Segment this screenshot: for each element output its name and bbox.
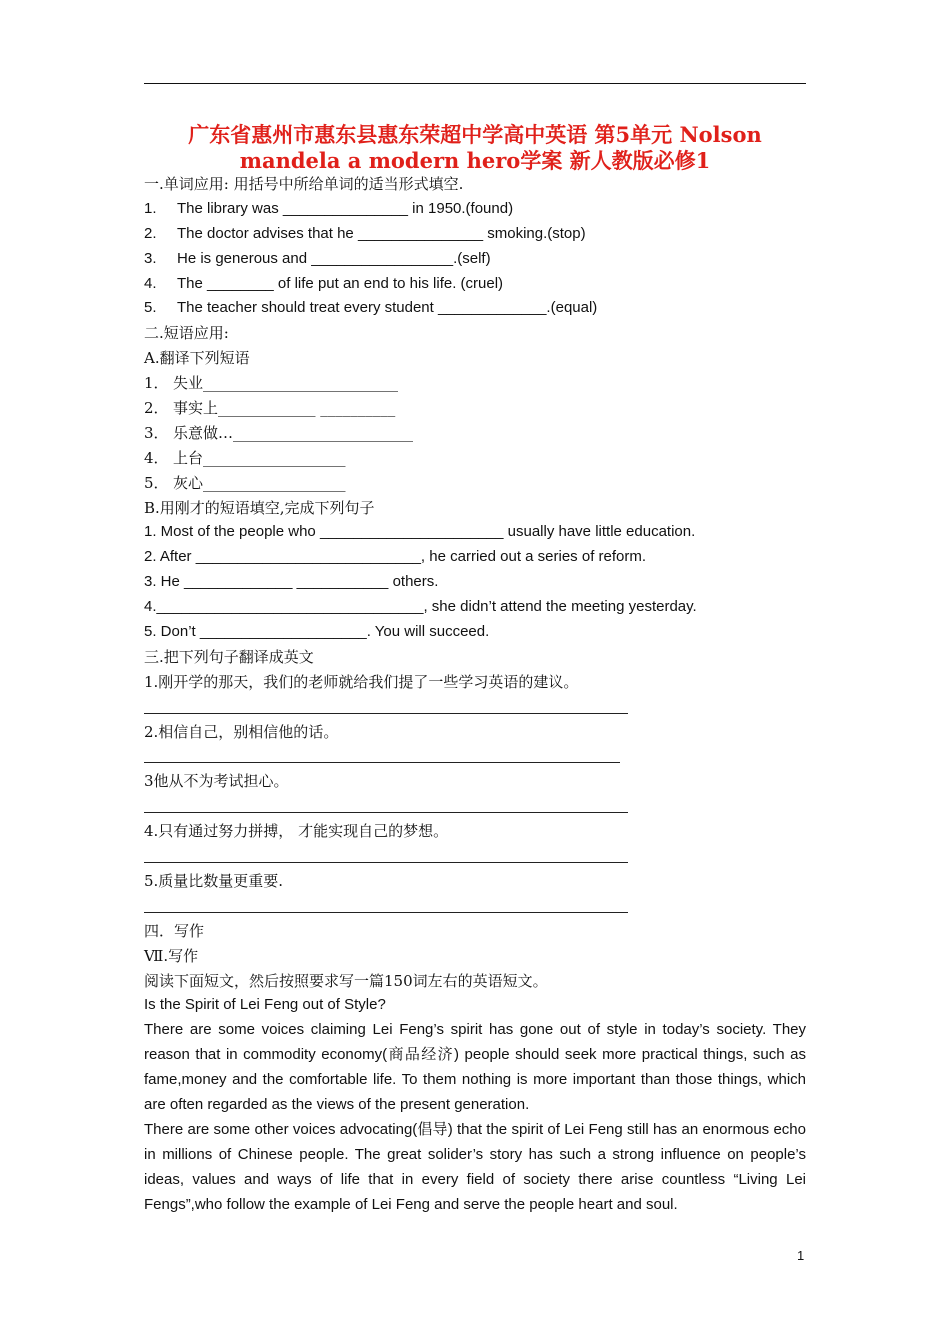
list-item: 4.只有通过努力拼搏， 才能实现自己的梦想。 [144,822,449,841]
passage-title: Is the Spirit of Lei Feng out of Style? [144,996,386,1014]
writing-instruction: 阅读下面短文，然后按照要求写一篇150词左右的英语短文。 [144,971,548,990]
answer-line [144,695,806,720]
list-item: 2． 事实上_____________ __________ [144,399,396,418]
list-item: 4.________________________________, she didn’t attend the meeting yesterday. [144,598,697,616]
list-item: 5. The teacher should treat every student _____________.(equal) [144,299,598,317]
title-line-2: mandela a modern hero学案 新人教版必修1 [239,148,711,173]
list-item: 3． 乐意做…________________________ [144,423,414,442]
section4-heading: 四．写作 [144,921,205,940]
section2-parta-heading: A.翻译下列短语 [144,349,250,368]
list-item: 1． 失业__________________________ [144,374,399,393]
passage-paragraph: There are some other voices advocating(倡导) that the spirit of Lei Feng still has an enormous echo in millions of Chinese people. The great solider’s story has such a strong influence on people’s ideas, values and ways of life that in every field of society there arise countless “Living Lei Fengs”,who follow the example of Lei Feng and serve the people heart and soul. [144,1120,806,1213]
list-item: 3. He _____________ ___________ others. [144,573,439,591]
list-item: 4. The ________ of life put an end to his life. (cruel) [144,274,504,292]
list-item: 2.相信自己，别相信他的话。 [144,722,339,741]
list-item: 3他从不为考试担心。 [144,772,289,791]
list-item: 1.刚开学的那天，我们的老师就给我们提了一些学习英语的建议。 [144,672,579,691]
worksheet-content [144,172,806,1218]
section4-subheading: Ⅶ.写作 [144,946,199,965]
answer-line [144,844,806,869]
title-line-1: 广东省惠州市惠东县惠东荣超中学高中英语 第5单元 Nolson [188,122,762,147]
list-item: 1. Most of the people who ______________________ usually have little education. [144,523,696,541]
list-item: 5． 灰心___________________ [144,473,346,492]
answer-line [144,894,806,919]
list-item: 2. The doctor advises that he _______________ smoking.(stop) [144,224,586,242]
list-item: 5. Don’t ____________________. You will succeed. [144,623,490,641]
document-title [144,122,806,174]
list-item: 1. The library was _______________ in 1950.(found) [144,199,514,217]
passage-paragraph: There are some voices claiming Lei Feng’s spirit has gone out of style in today’s society. They reason that in commodity economy(商品经济) people should seek more practical things, such as fame,money and the comfortable life. To them nothing is more important than those things, which are often regarded as the views of the present generation. [144,1021,806,1113]
page-number: 1 [797,1248,805,1263]
section2-partb-heading: B.用刚才的短语填空,完成下列句子 [144,498,375,517]
answer-line [144,794,806,819]
section1-heading: 一.单词应用: 用括号中所给单词的适当形式填空. [144,175,464,193]
list-item: 2. After ___________________________, he carried out a series of reform. [144,548,647,566]
section2-heading: 二.短语应用: [144,324,229,343]
list-item: 5.质量比数量更重要. [144,871,284,890]
list-item: 4． 上台___________________ [144,448,346,467]
answer-line [144,744,806,769]
list-item: 3. He is generous and _________________.(self) [144,249,491,267]
header-rule [144,83,806,84]
section3-heading: 三.把下列句子翻译成英文 [144,647,314,666]
